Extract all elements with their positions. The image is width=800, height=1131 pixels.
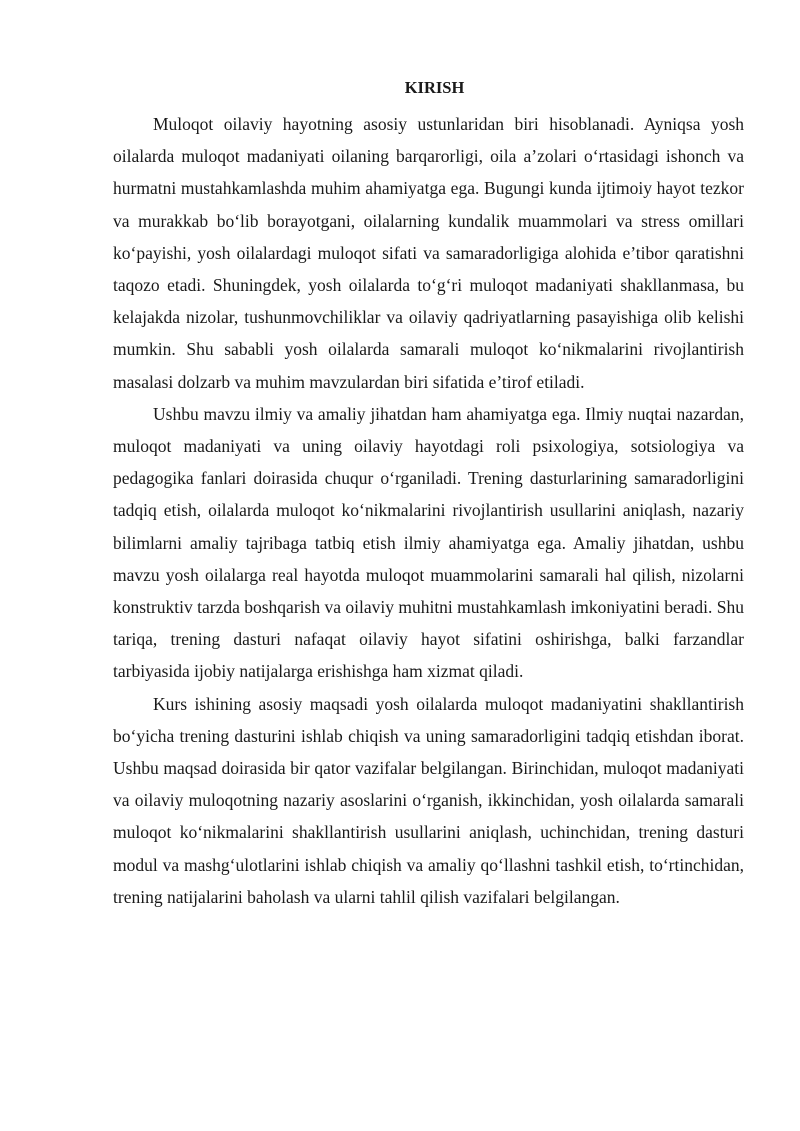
paragraph-goals: Kurs ishining asosiy maqsadi yosh oilalarda muloqot madaniyatini shakllantirish bo‘yicha trening dasturini ishlab chiqish va uning samaradorligini tadqiq etishdan iborat. Ushbu maqsad doirasida bir qator vazifalar belgilangan. Birinchidan, muloqot madaniyati va oilaviy muloqotning nazariy asoslarini o‘rganish, ikkinchidan, yosh oilalarda samarali muloqot ko‘nikmalarini shakllantirish usullarini aniqlash, uchinchidan, trening dasturi modul va mashg‘ulotlarini ishlab chiqish va amaliy qo‘llashni tashkil etish, to‘rtinchidan, trening natijalarini baholash va ularni tahlil qilish vazifalari belgilangan. bbox=[113, 693, 744, 907]
paragraph-relevance: Ushbu mavzu ilmiy va amaliy jihatdan ham ahamiyatga ega. Ilmiy nuqtai nazardan, muloqot madaniyati va uning oilaviy hayotdagi roli psixologiya, sotsiologiya va pedagogika fanlari doirasida chuqur o‘rganiladi. Trening dasturlarining samaradorligini tadqiq etish, oilalarda muloqot ko‘nikmalarini rivojlantirish usullarini aniqlash, nazariy bilimlarni amaliy tajribaga tatbiq etish ilmiy ahamiyatga ega. Amaliy jihatdan, ushbu mavzu yosh oilalarga real hayotda muloqot muammolarini samarali hal qilish, nizolarni konstruktiv tarzda boshqarish va oilaviy muhitni mustahkamlash imkoniyatini beradi. Shu tariqa, trening dasturi nafaqat oilaviy hayot sifatini oshirishga, balki farzandlar tarbiyasida ijobiy natijalarga erishishga ham xizmat qiladi. bbox=[113, 403, 744, 682]
page-title: KIRISH bbox=[404, 78, 465, 97]
paragraph-introduction: Muloqot oilaviy hayotning asosiy ustunlaridan biri hisoblanadi. Ayniqsa yosh oilalarda muloqot madaniyati oilaning barqarorligi, oila a’zolari o‘rtasidagi ishonch va hurmatni mustahkamlashda muhim ahamiyatga ega. Bugungi kunda ijtimoiy hayot tezkor va murakkab bo‘lib borayotgani, oilalarning kundalik muammolari va stress omillari ko‘payishi, yosh oilalardagi muloqot sifati va samaradorligiga alohida e’tibor qaratishni taqozo etadi. Shuningdek, yosh oilalarda to‘g‘ri muloqot madaniyati shakllanmasa, bu kelajakda nizolar, tushunmovchiliklar va oilaviy qadriyatlarning pasayishiga olib kelishi mumkin. Shu sababli yosh oilalarda samarali muloqot ko‘nikmalarini rivojlantirish masalasi dolzarb va muhim mavzulardan biri sifatida e’tirof etiladi. bbox=[113, 114, 744, 392]
